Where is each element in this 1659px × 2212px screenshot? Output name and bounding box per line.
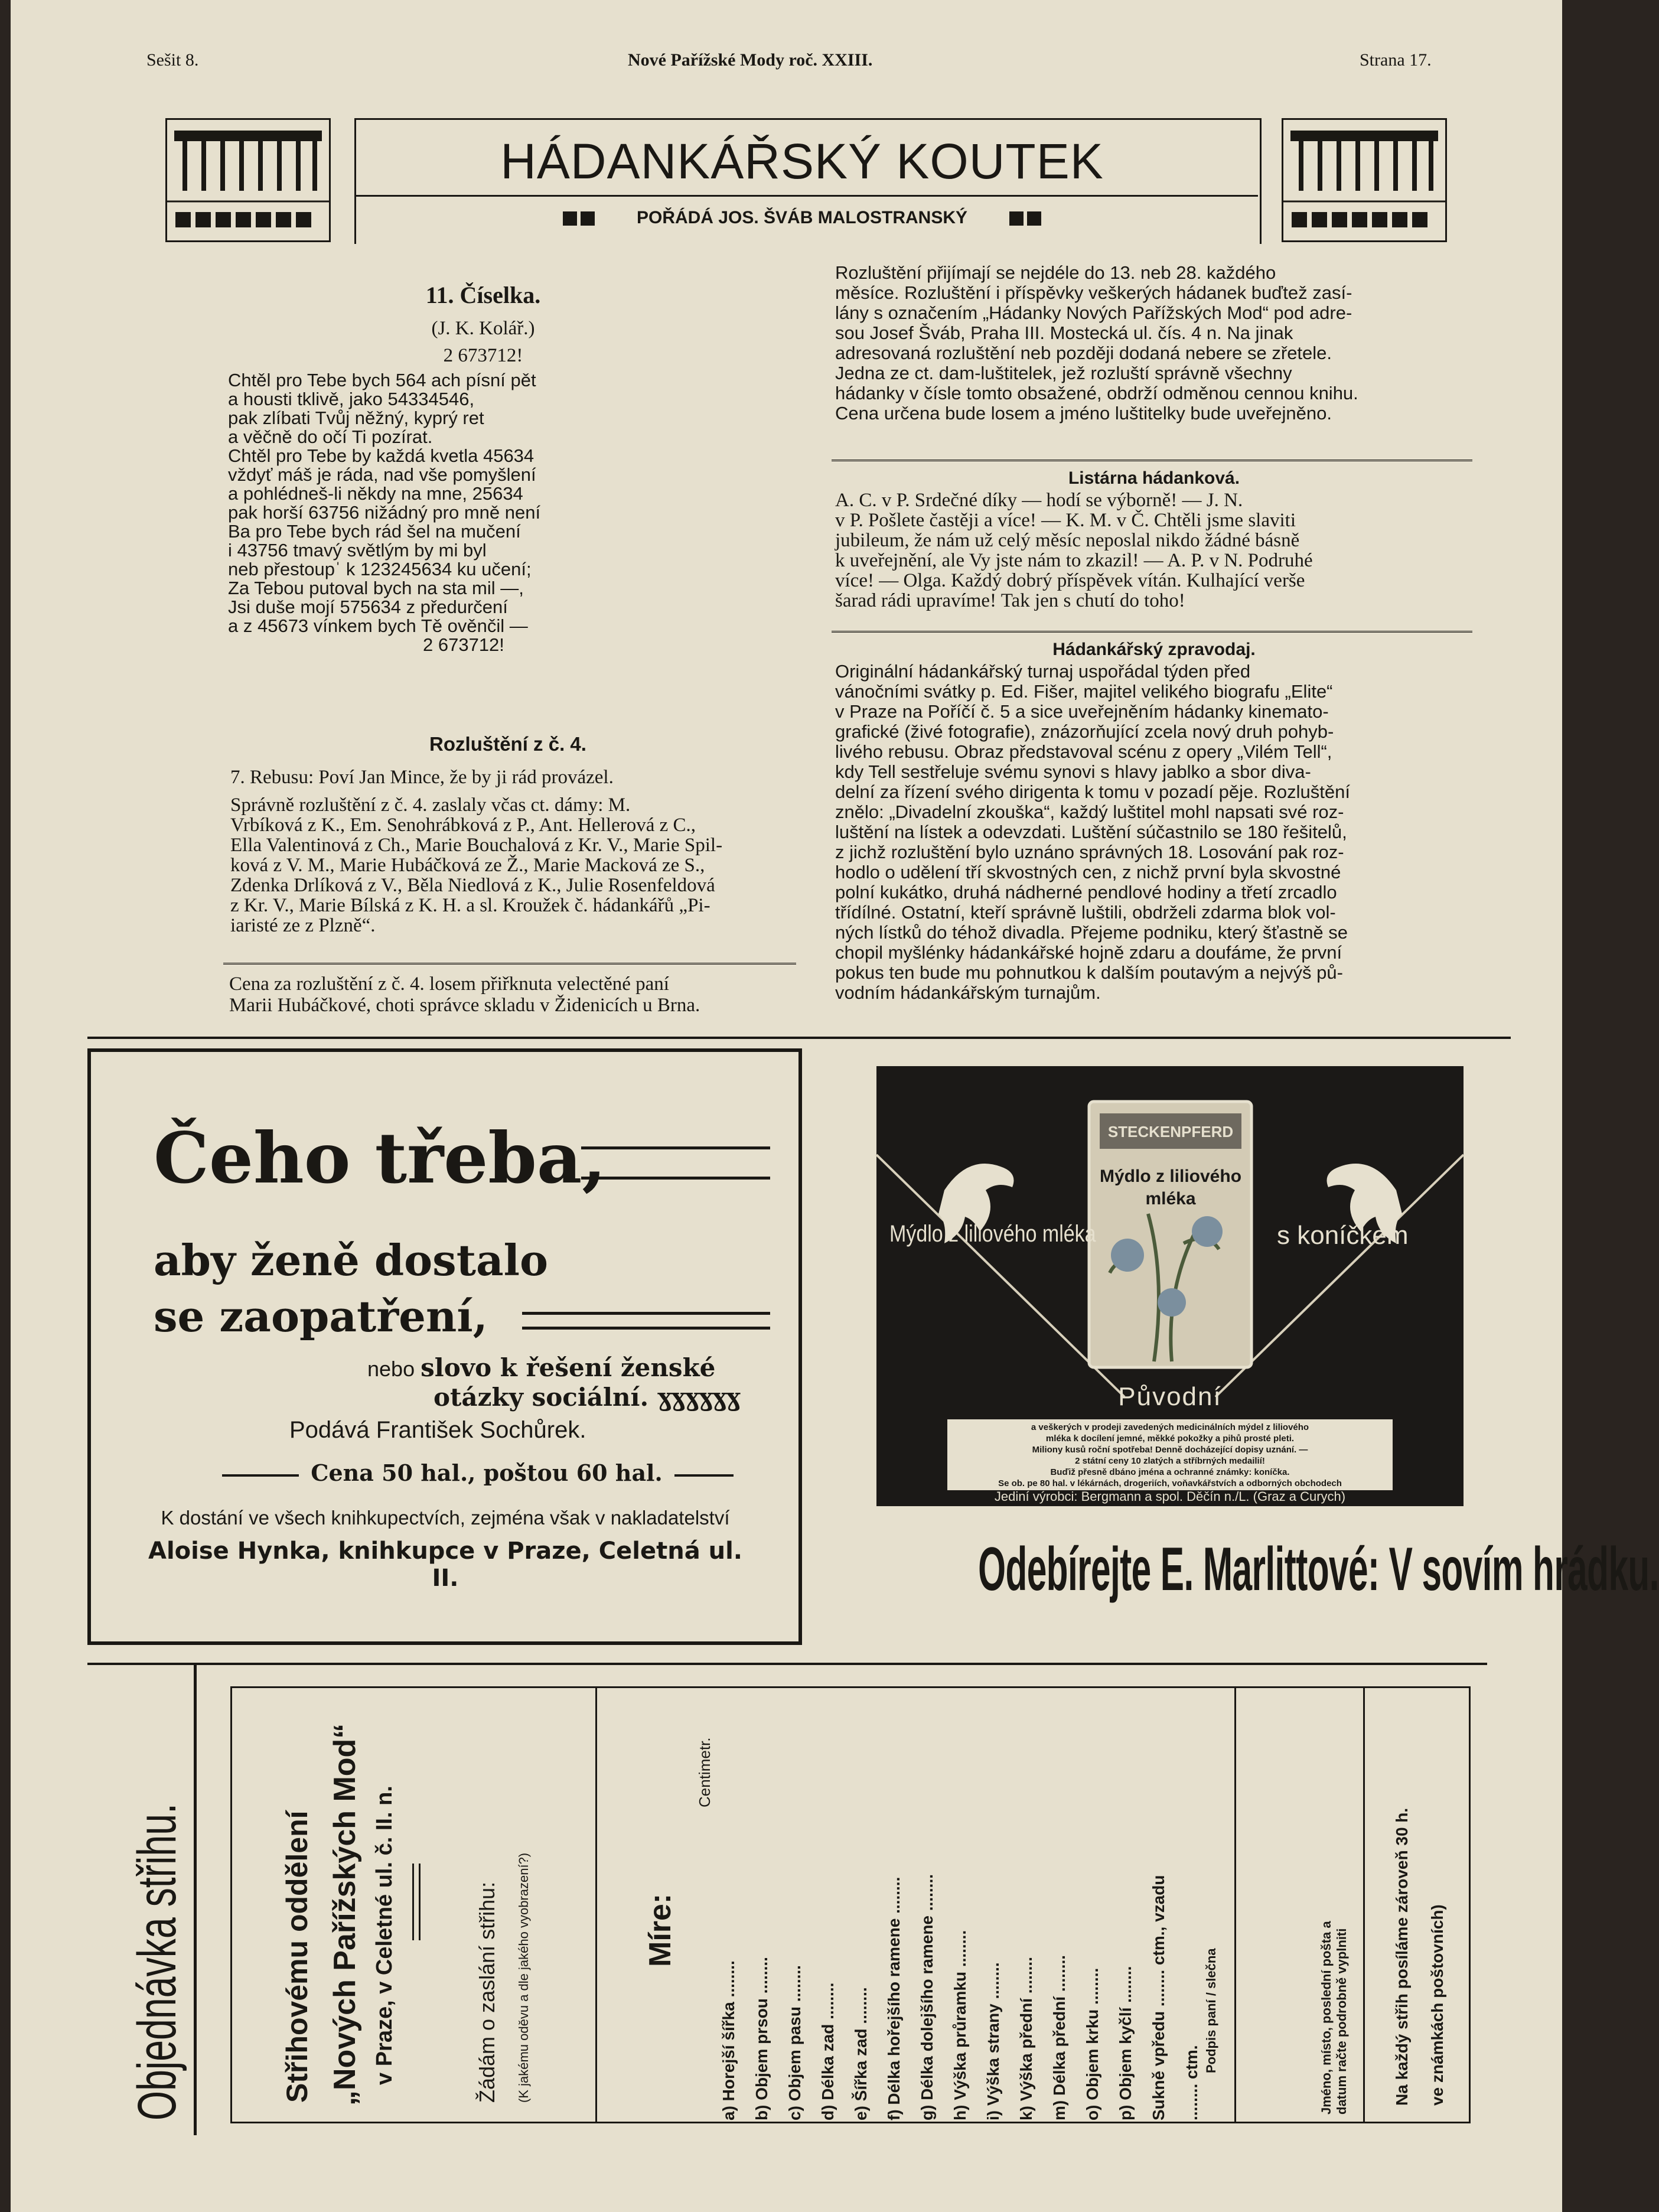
rules-line: měsíce. Rozluštění i příspěvky veškerých hádanek buďtež zasí-	[835, 282, 1352, 303]
poem-line: Jsi duše mojí 575634 z předurčení	[228, 597, 508, 617]
marlitt-ad: Odebírejte E. Marlittové: V sovím hrádku.	[978, 1535, 1659, 1604]
page-number: Strana 17.	[1360, 50, 1432, 70]
ad-book-publisher: Aloise Hynka, knihkupce v Praze, Celetná ul. II.	[148, 1537, 742, 1592]
zpravodaj-line: luštění na lístek a odevzdati. Luštění súčastnilo se 180 řešitelů,	[835, 822, 1347, 842]
zpravodaj-line: chopil myšlénky hádankářské hojně zdaru a doufáme, že první	[835, 942, 1342, 963]
section-divider	[87, 1037, 1511, 1039]
puzzle-poem	[228, 371, 760, 654]
zpravodaj-line: Originální hádankářský turnaj uspořádal týden před	[835, 661, 1251, 682]
measure-field[interactable]: b) Objem prsou ........	[752, 1957, 771, 2120]
zpravodaj-line: kdy Tell sestřeluje svému synovi s hlavy jablko a sbor diva-	[835, 761, 1311, 782]
measure-field[interactable]: e) Šířka zad ........	[852, 1987, 870, 2120]
soap-original: Původní	[1118, 1382, 1222, 1411]
rules-line: Cena určena bude losem a jméno luštitelky bude uveřejněno.	[835, 403, 1332, 423]
listarna-line: více! — Olga. Každý dobrý příspěvek vítán. Kulhající verše	[835, 570, 1305, 591]
rebus-solution: 7. Rebusu: Poví Jan Mince, že by ji rád provázel.	[230, 767, 614, 788]
zpravodaj-line: grafické (živé fotografie), znázorňující zcela nový druh pohyb-	[835, 721, 1334, 742]
section-subtitle	[495, 208, 1109, 228]
newspaper-page	[11, 0, 1659, 2212]
zpravodaj-line: pokus ten bude mu pohnutkou k dalším poutavým a nejvýš pů-	[835, 962, 1343, 983]
ad-book-author: Podává František Sochůrek.	[289, 1417, 586, 1443]
listarna-line: jubileum, že nám už celý měsíc neposlal nikdo žádné básně	[835, 530, 1300, 551]
puzzle-author: (J. K. Kolář.)	[431, 318, 535, 339]
form-divider	[595, 1686, 597, 2123]
ad-book-line2: aby ženě dostalo	[154, 1235, 549, 1285]
ad-book-line4b: slovo k řešení ženské	[421, 1353, 716, 1382]
ornament-left	[165, 118, 331, 242]
form-note-line1: Na každý střih posíláme zároveň 30 h.	[1393, 1807, 1411, 2106]
zpravodaj-text	[835, 662, 1479, 1003]
poem-line: a z 45673 vínkem bych Tě ověnčil —	[228, 615, 528, 636]
measure-field[interactable]: Sukně vpředu ........ ctm., vzadu	[1149, 1875, 1168, 2120]
issue-number: Sešit 8.	[146, 50, 199, 70]
listarna-line: v P. Pošlete častěji a více! — K. M. v Č. Chtěli jsme slaviti	[835, 510, 1296, 531]
column-rule	[832, 631, 1472, 633]
measure-field[interactable]: i) Výška strany ........	[984, 1962, 1002, 2120]
measures-unit: Centimetr.	[696, 1737, 713, 1807]
poem-line: 2 673712!	[423, 634, 504, 655]
soap-maker: Jediní výrobci: Bergmann a spol. Děčín n./L. (Graz a Curych)	[994, 1489, 1346, 1504]
measure-field[interactable]: d) Délka zad ........	[819, 1982, 837, 2120]
poem-line: a pohlédneš-li někdy na mne, 25634	[228, 483, 523, 504]
ad-book-line4	[367, 1353, 715, 1382]
zpravodaj-line: vodním hádankářským turnajům.	[835, 982, 1101, 1003]
zpravodaj-line: polní kukátko, druhá nádherné pendlové hodiny a třetí zrcadlo	[835, 882, 1337, 903]
listarna-line: A. C. v P. Srdečné díky — hodí se výborně! — J. N.	[835, 490, 1243, 511]
measure-field[interactable]: ........ ctm.	[1182, 2045, 1201, 2120]
ornament-right-art	[1283, 120, 1445, 240]
ornament-left-art	[167, 120, 329, 240]
zpravodaj-line: delní za řízení svého dirigenta k tomu v pozadí pěje. Rozluštění	[835, 781, 1350, 802]
form-request-note: (K jakému oděvu a dle jakého vyobrazení?)	[516, 1852, 531, 2103]
poem-line: a housti tklivě, jako 54334546,	[228, 389, 475, 409]
solver-line: Správně rozluštění z č. 4. zaslaly včas ct. dámy: M.	[230, 794, 631, 816]
ad-rule	[581, 1146, 770, 1180]
zpravodaj-line: hodlo o udělení tří skvostných cen, z nichž první byla skvostné	[835, 862, 1341, 882]
listarna-line: k uveřejnění, ale Vy jste nám to zkazil! — A. P. v N. Podruhé	[835, 550, 1313, 571]
measure-field[interactable]: f) Délka hořejšího ramene ........	[885, 1877, 903, 2120]
measure-field[interactable]: k) Výška přední ........	[1017, 1957, 1035, 2120]
puzzle-number: 2 673712!	[443, 345, 523, 366]
ad-book-line5-text: otázky sociální.	[434, 1383, 649, 1412]
prize-line: Cena za rozluštění z č. 4. losem přiřknuta velectěné paní	[229, 973, 669, 995]
ad-book-line1: Čeho třeba,	[154, 1117, 607, 1199]
ad-book-availability: K dostání ve všech knihkupectvích, zejména však v nakladatelství	[161, 1507, 730, 1529]
form-address-note: Jméno, místo, poslední pošta a datum račte podrobně vyplniti	[1319, 1921, 1349, 2115]
order-form-title: Objednávka střihu.	[127, 1803, 187, 2120]
ad-book-price	[218, 1460, 738, 1486]
zpravodaj-line: třídílné. Ostatní, kteří správně luštili, obdrželi zdarma blok vol-	[835, 902, 1336, 923]
poem-line: Za Tebou putoval bych na sta mil —,	[228, 578, 524, 598]
soap-detail-line: mléka k docílení jemné, měkké pokožky a pihů prosté pleti.	[1045, 1434, 1295, 1444]
form-dept-line3: v Praze, v Celetné ul. č. II. n.	[372, 1786, 397, 2085]
soap-detail-line: a veškerých v prodeji zavedených medicinálních mýdel z liliového	[1031, 1422, 1309, 1432]
measure-field[interactable]: a) Horejší šířka ........	[719, 1960, 738, 2120]
measure-field[interactable]: o) Objem krku ........	[1083, 1967, 1101, 2120]
measure-field[interactable]: p) Objem kyčlí ........	[1116, 1966, 1135, 2120]
measures-heading: Míre:	[643, 1893, 677, 1967]
poem-line: i 43756 tmavý světlým by mi byl	[228, 540, 487, 561]
column-rule	[223, 963, 796, 965]
listarna-heading: Listárna hádanková.	[1068, 468, 1240, 488]
zpravodaj-line: vánočními svátky p. Ed. Fišer, majitel velikého biografu „Elite“	[835, 681, 1333, 702]
submission-rules	[835, 263, 1479, 423]
correct-solvers	[230, 795, 797, 936]
soap-pack-line1: Mýdlo z liliového	[1100, 1167, 1242, 1186]
form-mark	[412, 1864, 421, 1940]
rules-line: Jedna ze ct. dam-luštitelek, jež rozluští správně všechny	[835, 363, 1292, 383]
rules-line: sou Josef Šváb, Praha III. Mostecká ul. čís. 4 n. Na jinak	[835, 322, 1293, 343]
zpravodaj-line: livého rebusu. Obraz představoval scénu z opery „Vilém Tell“,	[835, 741, 1332, 762]
form-dept-line1: Střihovému oddělení	[281, 1810, 314, 2103]
soap-pack-line2: mléka	[1145, 1189, 1196, 1208]
solver-line: ková z V. M., Marie Hubáčková ze Ž., Marie Macková ze S.,	[230, 855, 705, 876]
poem-line: a věčně do očí Ti pozírat.	[228, 426, 433, 447]
soap-right-slogan: s koníčkem	[1277, 1221, 1409, 1250]
poem-line: pak horší 63756 nižádný pro mně není	[228, 502, 541, 523]
form-note-line2: ve známkách poštovních)	[1428, 1904, 1446, 2106]
ad-book-price-text: Cena 50 hal., poštou 60 hal.	[311, 1460, 663, 1486]
column-rule	[832, 460, 1472, 461]
rules-line: hádanky v čísle tomto obsažené, obdrží odměnou cennou knihu.	[835, 383, 1358, 403]
poem-line: pak zlíbati Tvůj něžný, kyprý ret	[228, 408, 484, 428]
ad-book-line3: se zaopatření,	[154, 1291, 488, 1341]
poem-line: Chtěl pro Tebe by každá kvetla 45634	[228, 445, 534, 466]
form-signature: Podpis paní / slečna	[1204, 1948, 1218, 2073]
poem-line: vždyť máš je ráda, nad vše pomyšlení	[228, 464, 536, 485]
measure-field[interactable]: m) Délka přední ........	[1050, 1954, 1068, 2120]
rules-line: Rozluštění přijímají se nejdéle do 13. neb 28. každého	[835, 262, 1276, 283]
publication-title: Nové Pařížské Mody roč. XXIII.	[628, 50, 873, 70]
soap-details	[950, 1422, 1390, 1489]
soap-advertisement	[876, 1066, 1464, 1506]
form-dept-line2: „Nových Pařížských Mod“	[328, 1723, 362, 2106]
prize-line: Marii Hubáčkové, choti správce skladu v Židenicích u Brna.	[229, 995, 700, 1016]
poem-line: Chtěl pro Tebe bych 564 ach písní pět	[228, 370, 536, 390]
soap-brand: STECKENPFERD	[1107, 1123, 1234, 1141]
solver-line: z Kr. V., Marie Bílská z K. H. a sl. Kroužek č. hádankářů „Pi-	[230, 895, 710, 916]
ornament-right	[1282, 118, 1447, 242]
zpravodaj-heading: Hádankářský zpravodaj.	[1052, 640, 1256, 659]
ad-book-line4a: nebo	[367, 1357, 415, 1381]
solver-line: Zdenka Drlíková z V., Běla Niedlová z K., Julie Rosenfeldová	[230, 875, 715, 896]
soap-left-slogan: Mýdlo z liliového mléka	[889, 1221, 1096, 1247]
listarna-line: šarad rádi upravíme! Tak jen s chutí do toho!	[835, 590, 1185, 611]
form-divider	[1363, 1686, 1365, 2123]
solver-line: Vrbíková z K., Em. Senohrábková z P., Ant. Hellerová z C.,	[230, 815, 696, 836]
form-request: Žádám o zaslání střihu:	[475, 1881, 499, 2103]
solver-line: Ella Valentinová z Ch., Marie Bouchalová z Kr. V., Marie Spil-	[230, 835, 723, 856]
book-advertisement	[87, 1048, 802, 1645]
zpravodaj-line: znělo: „Divadelní zkouška“, každý luštitel mohl napsati své roz-	[835, 802, 1344, 822]
poem-line: Ba pro Tebe bych rád šel na mučení	[228, 521, 521, 542]
solver-line: iaristé ze z Plzně“.	[230, 915, 376, 936]
puzzle-heading: 11. Číselka.	[425, 282, 541, 308]
ad-book-line5: otázky sociální. ɣɣɣɣɣɣ	[434, 1383, 740, 1412]
zpravodaj-line: ných lístků do téhož divadla. Přejeme podniku, který šťastně se	[835, 922, 1348, 943]
form-divider	[1234, 1686, 1236, 2123]
prize-notice	[229, 973, 796, 1016]
soap-detail-line: 2 státní ceny 10 zlatých a stříbrných medailií!	[1075, 1456, 1265, 1466]
listarna-text	[835, 490, 1479, 611]
measure-field[interactable]: c) Objem pasu ........	[786, 1965, 804, 2120]
zpravodaj-line: v Praze na Poříčí č. 5 a sice uveřejněním hádanky kinemato-	[835, 701, 1329, 722]
zpravodaj-line: z jichž rozluštění bylo uznáno správných 18. Losování pak roz-	[835, 842, 1344, 862]
banner-divider	[354, 195, 1258, 197]
measure-field[interactable]: h) Výška průramku ........	[951, 1930, 969, 2120]
ad-rule	[522, 1312, 770, 1330]
solutions-heading: Rozluštění z č. 4.	[429, 733, 586, 755]
rules-line: lány s označením „Hádanky Nových Pařížských Mod“ pod adre-	[835, 302, 1352, 323]
section-subtitle-text: POŘÁDÁ JOS. ŠVÁB MALOSTRANSKÝ	[636, 208, 968, 227]
soap-detail-line: Se ob. pe 80 hal. v lékárnách, drogeriích, voňavkářstvích a odborných obchodech	[998, 1478, 1342, 1488]
soap-detail-line: Buďiž přesně dbáno jména a ochranné známky: koníčka.	[1050, 1467, 1290, 1477]
measure-field[interactable]: g) Délka dolejšího ramene ........	[918, 1874, 936, 2120]
section-title: HÁDANKÁŘSKÝ KOUTEK	[500, 133, 1104, 189]
poem-line: neb přestoupˈ k 123245634 ku učení;	[228, 559, 532, 579]
soap-detail-line: Miliony kusů roční spotřeba! Denně docházející dopisy uznání. —	[1032, 1445, 1308, 1455]
rules-line: adresovaná rozluštění neb později dodaná nebere se zřetele.	[835, 343, 1332, 363]
